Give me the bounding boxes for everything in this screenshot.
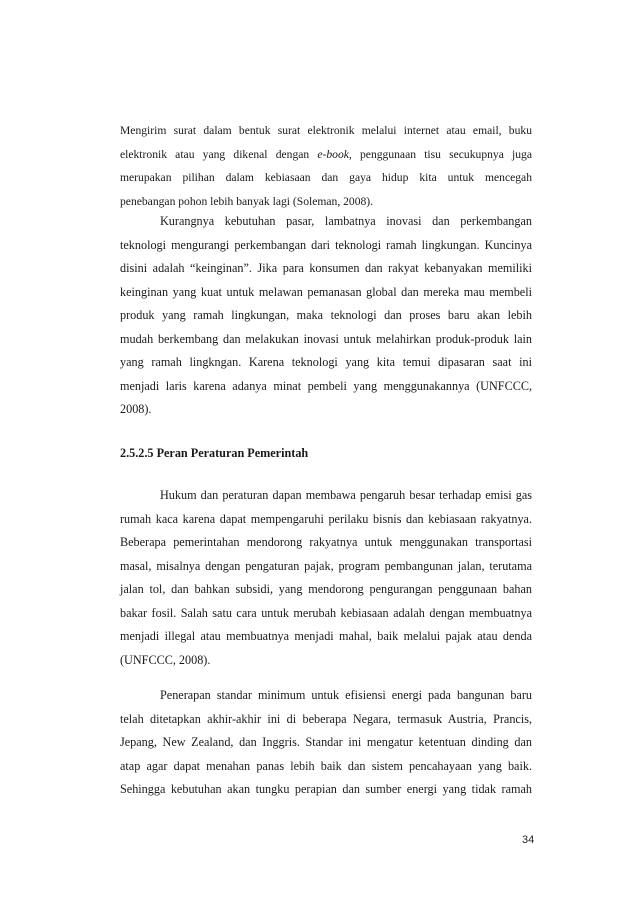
paragraph-line: menjadi laris karena adanya minat pembeli yang menggunakannya (UNFCCC, — [120, 378, 532, 393]
paragraph-ebook — [120, 119, 532, 213]
paragraph-line: 2008). — [120, 402, 152, 416]
paragraph-line: masal, misalnya dengan pengaturan pajak, program pembangunan jalan, terutama — [120, 558, 532, 573]
paragraph-regulation — [120, 484, 532, 672]
paragraph-line: mudah berkembang dan melakukan inovasi untuk melahirkan produk-produk lain — [120, 331, 532, 346]
paragraph-line: telah ditetapkan akhir-akhir ini di beberapa Negara, termasuk Austria, Prancis, — [120, 711, 532, 726]
paragraph-line: bakar fosil. Salah satu cara untuk merubah kebiasaan adalah dengan membuatnya — [120, 605, 532, 620]
paragraph-line: teknologi mengurangi perkembangan dari teknologi ramah lingkungan. Kuncinya — [120, 237, 532, 252]
paragraph-line: atap agar dapat menahan panas lebih baik dan sistem pencahayaan yang baik. — [120, 758, 532, 773]
paragraph-line: Beberapa pemerintahan mendorong rakyatnya untuk menggunakan transportasi — [120, 535, 532, 549]
paragraph-market-needs — [120, 210, 532, 422]
paragraph-line: merupakan pilihan dalam kebiasaan dan gaya hidup kita untuk mencegah — [120, 171, 532, 184]
paragraph-line: disini adalah “keinginan”. Jika para konsumen dan rakyat kebanyakan memiliki — [120, 261, 532, 275]
paragraph-line: Jepang, New Zealand, dan Inggris. Standar ini mengatur ketentuan dinding dan — [120, 735, 532, 749]
paragraph-line — [120, 143, 532, 167]
line-text: elektronik atau yang dikenal dengan — [120, 147, 318, 161]
paragraph-line: Sehingga kebutuhan akan tungku perapian dan sumber energi yang tidak ramah — [120, 782, 532, 796]
paragraph-line: (UNFCCC, 2008). — [120, 652, 211, 667]
paragraph-line: penebangan pohon lebih banyak lagi (Soleman, 2008). — [120, 194, 374, 208]
line-text: , penggunaan tisu secukupnya juga — [348, 147, 533, 161]
paragraph-line: rumah kaca karena dapat mempengaruhi perilaku bisnis dan kebiasaan rakyatnya. — [120, 511, 532, 526]
italic-term: e-book — [317, 147, 349, 161]
page-number: 34 — [522, 834, 535, 846]
paragraph-line: Mengirim surat dalam bentuk surat elektronik melalui internet atau email, buku — [120, 124, 532, 137]
paragraph-energy-standard — [120, 684, 532, 802]
paragraph-line: jalan tol, dan bahkan subsidi, yang mendorong pengurangan penggunaan bahan — [120, 582, 532, 596]
paragraph-line: yang ramah lingkngan. Karena teknologi yang kita temui dipasaran saat ini — [120, 355, 532, 369]
paragraph-line: keinginan yang kuat untuk melawan pemanasan global dan mereka mau membeli — [120, 284, 532, 299]
paragraph-line: Penerapan standar minimum untuk efisiensi energi pada bangunan baru — [160, 688, 532, 702]
paragraph-line: Kurangnya kebutuhan pasar, lambatnya inovasi dan perkembangan — [160, 214, 532, 228]
paragraph-line: menjadi illegal atau membuatnya menjadi mahal, baik melalui pajak atau denda — [120, 629, 532, 643]
paragraph-line: Hukum dan peraturan dapan membawa pengaruh besar terhadap emisi gas — [160, 488, 532, 502]
paragraph-line: produk yang ramah lingkungan, maka teknologi dan proses baru akan lebih — [120, 308, 532, 322]
section-heading: 2.5.2.5 Peran Peraturan Pemerintah — [120, 446, 309, 460]
